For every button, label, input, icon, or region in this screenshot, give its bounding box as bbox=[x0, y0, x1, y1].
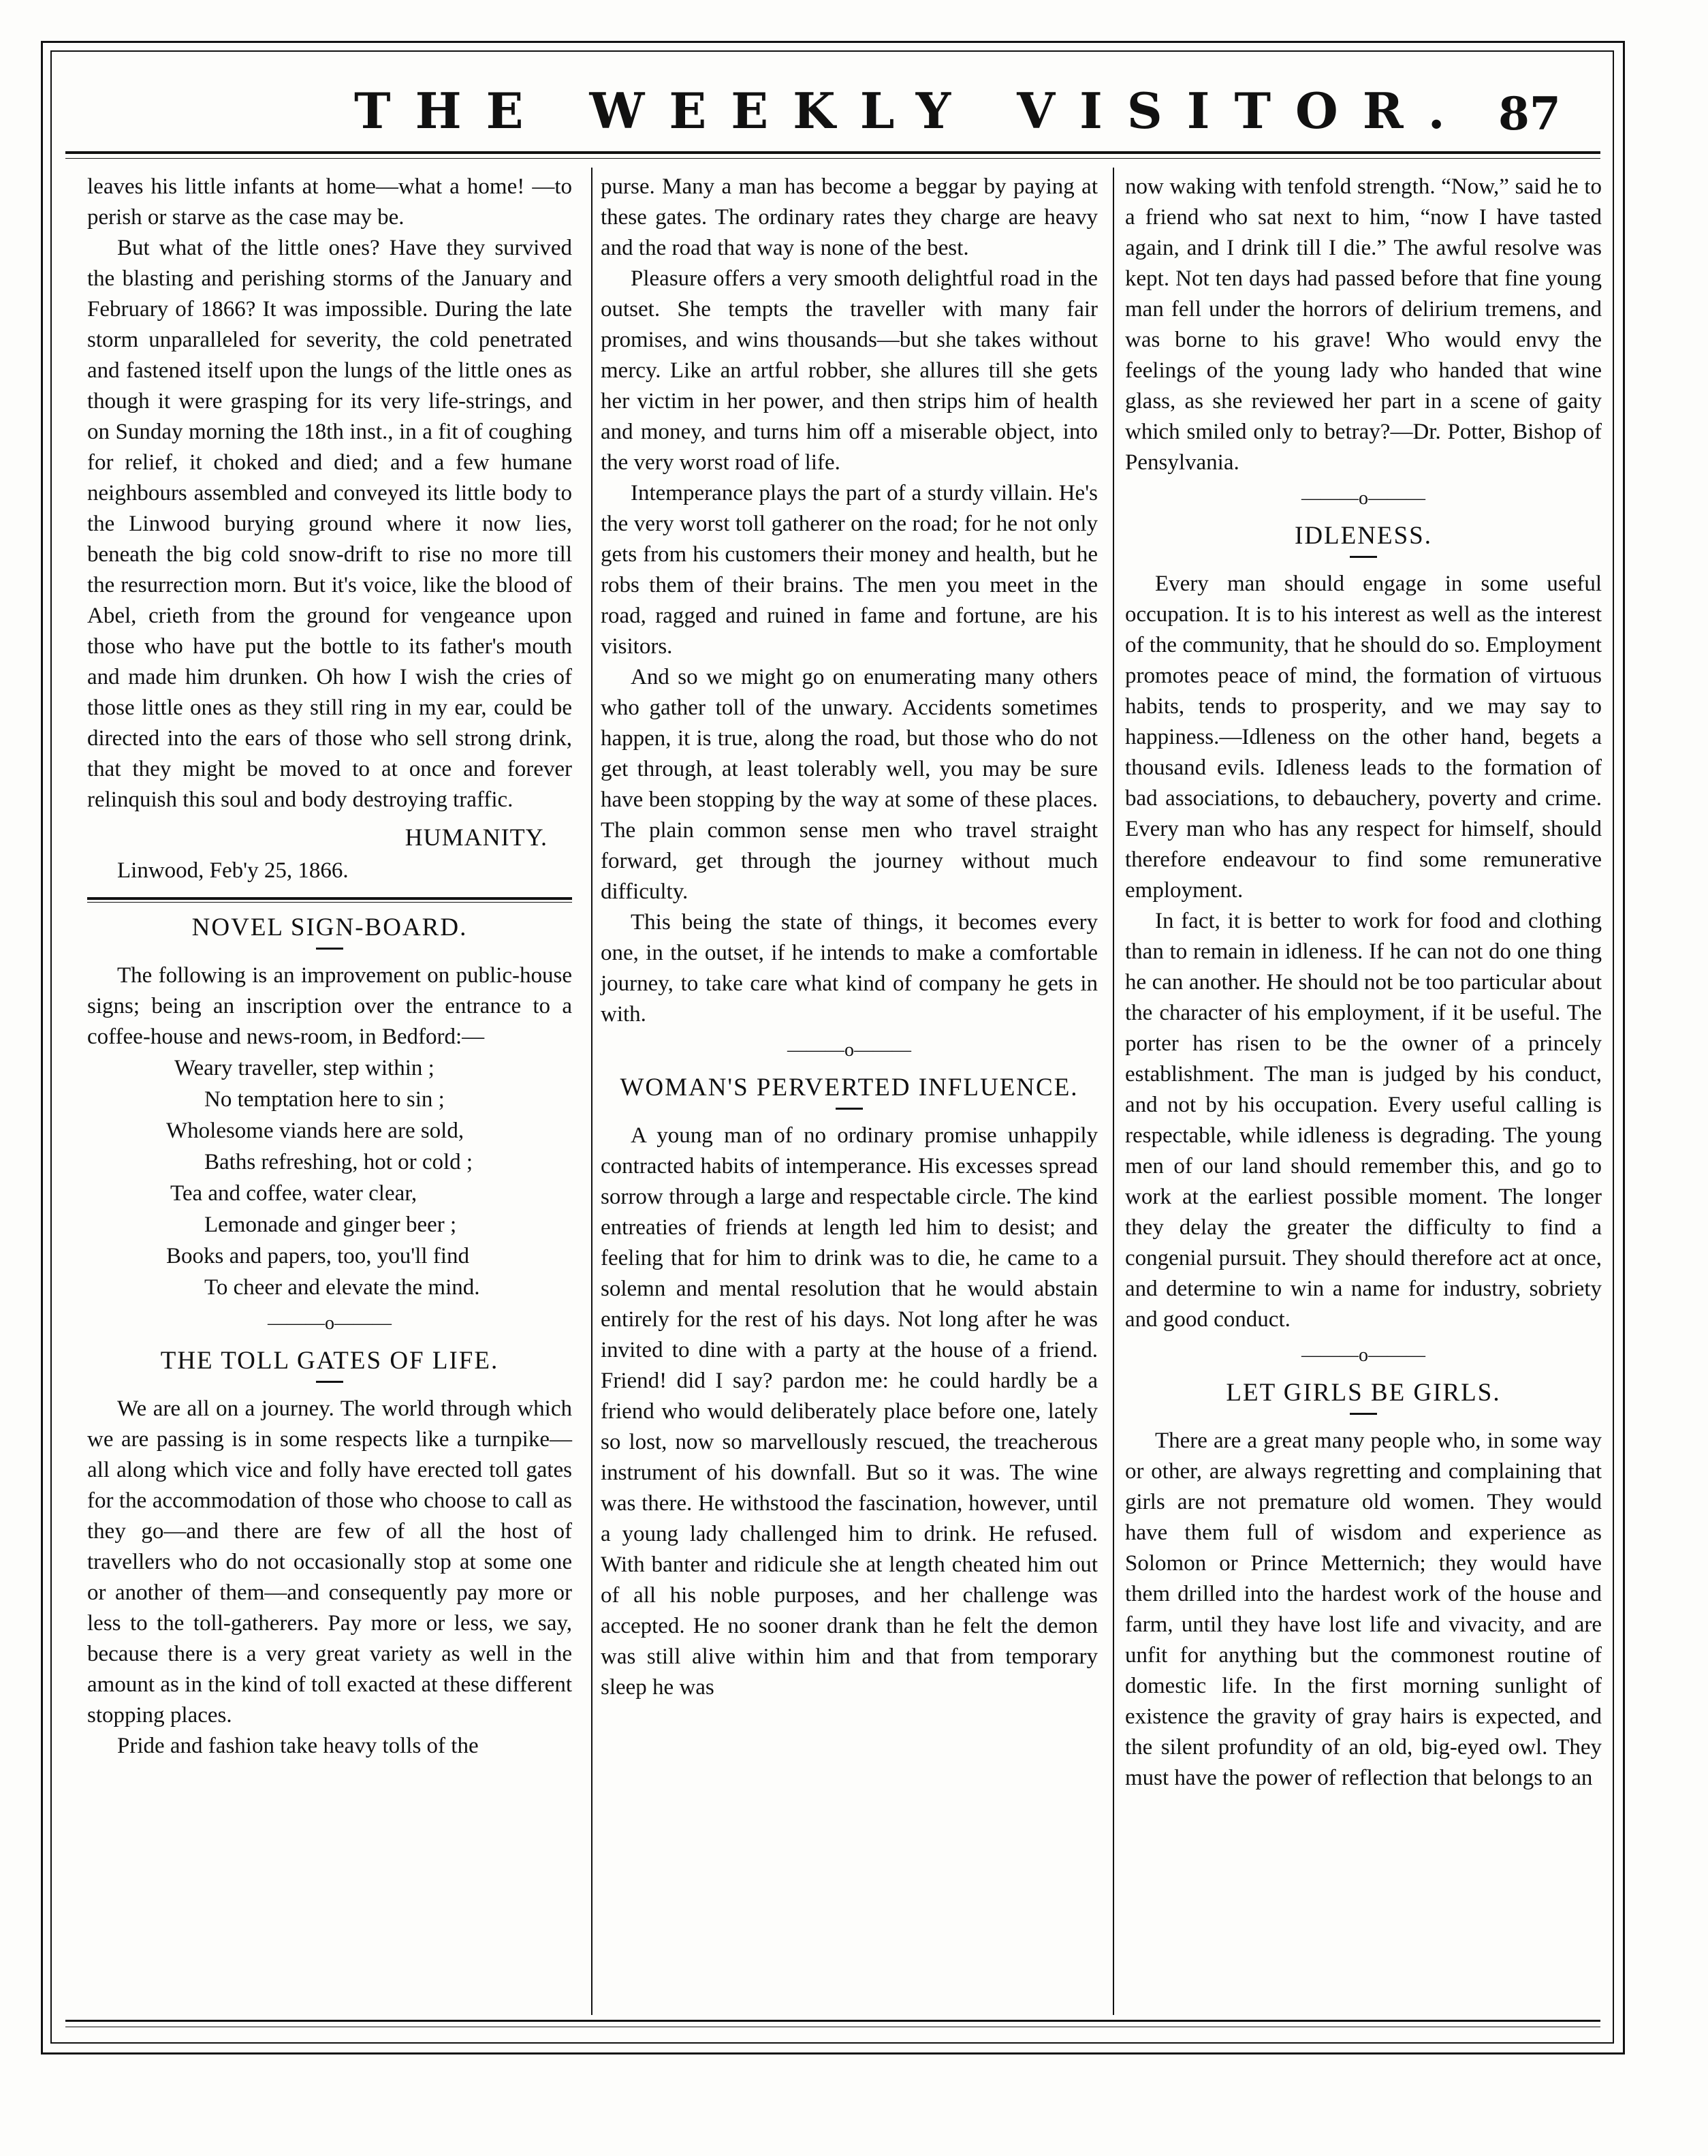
article-paragraph: Pleasure offers a very smooth delightful road in the outset. She tempts the traveller with many fair promises, and wins thousands—but she takes without mercy. Like an artful robber, she allures till she gets her victim in her power, and then strips him of health and money, and turns him off a miserable object, into the very worst road of life. bbox=[601, 266, 1098, 475]
poem-line: Baths refreshing, hot or cold ; bbox=[204, 1150, 473, 1174]
heading-dash bbox=[836, 1108, 863, 1110]
poem-line: Lemonade and ginger beer ; bbox=[204, 1213, 457, 1237]
article-paragraph: There are a great many people who, in some way or other, are always regretting and complaining that girls are not premature old women. They would have them full of wisdom and experience as Solomon or Prince Metternich; they would have them drilled into the hardest work of the house and farm, until they have lost life and vivacity, and are unfit for anything but the commonest routine of domestic life. In the first morning sunlight of existence the gravity of gray hairs is expected, and the silent profundity of an old, big-eyed owl. They must have the power of reflection that belongs to an bbox=[1125, 1428, 1602, 1790]
poem-line: To cheer and elevate the mind. bbox=[204, 1275, 480, 1300]
ornament-divider: ———o——— bbox=[1301, 1345, 1425, 1366]
article-heading: LET GIRLS BE GIRLS. bbox=[1226, 1379, 1501, 1407]
column-divider bbox=[1113, 168, 1114, 2015]
heading-dash bbox=[1350, 1413, 1377, 1415]
column-2 bbox=[601, 172, 1098, 1703]
article-continuation: leaves his little infants at home—what a home! —to perish or starve as the case may be. bbox=[87, 174, 572, 230]
article-paragraph: In fact, it is better to work for food and clothing than to remain in idleness. If he can not do one thing he can another. He should not be too particular about the character of his employment, if it be useful. The porter has risen to be the owner of a princely establishment. The man is judged by his conduct, and not by his occupation. Every useful calling is respectable, while idleness is degrading. The young men of our land should remember this, and go to work at the earliest possible moment. The longer they delay the greater the difficulty to find a congenial pursuit. They should therefore act at once, and determine to win a name for industry, sobriety and good conduct. bbox=[1125, 909, 1602, 1332]
poem-line: Tea and coffee, water clear, bbox=[170, 1181, 417, 1206]
heading-dash bbox=[316, 1381, 343, 1383]
article-paragraph: But what of the little ones? Have they survived the blasting and perishing storms of the January and February of 1866? It was impossible. During the late storm unparalleled for severity, the cold penetrated and fastened itself upon the lungs of the little ones as though it were grasping for its very life-strings, and on Sunday morning the 18th inst., in a fit of coughing for relief, it choked and died; and a few humane neighbours assembled and conveyed its little body to the Linwood burying ground where it now lies, beneath the big cold snow-drift to rise no more till the resurrection morn. But it's voice, like the blood of Abel, crieth from the ground for vengeance upon those who have put the bottle to its father's mouth and made him drunken. Oh how I wish the cries of those little ones as they still ring in my ear, could be directed into the ears of those who sell strong drink, that they might be moved to at once and forever relinquish this soul and body destroying traffic. bbox=[87, 236, 572, 812]
article-paragraph: And so we might go on enumerating many others who gather toll of the unwary. Accidents sometimes happen, it is true, along the road, but those who do not get through, at least tolerably well, you may be sure have been stopping by the way at some of these places. The plain common sense men who travel straight forward, get through the journey without much difficulty. bbox=[601, 665, 1098, 904]
column-3 bbox=[1125, 172, 1602, 1794]
article-signature: HUMANITY. bbox=[405, 824, 548, 851]
poem-line: Weary traveller, step within ; bbox=[174, 1056, 434, 1080]
article-paragraph: A young man of no ordinary promise unhappily contracted habits of intemperance. His excesses spread sorrow through a large and respectable circle. The kind entreaties of friends at length led him to desist; and feeling that for him to drink was to die, he came to a solemn and mental resolution that he would abstain entirely for the rest of his days. Not long after he was invited to dine with a party at the house of a friend. Friend! did I say? pardon me: he could hardly be a friend who would deliberately place before one, lately so lost, now so marvellously rescued, the treacherous instrument of his downfall. But so it was. The wine was there. He withstood the fascination, however, until a young lady challenged him to drink. He refused. With banter and ridicule she at length cheated him out of all his noble purposes, and her challenge was accepted. He no sooner drank than he felt the demon was still alive within him and that from temporary sleep he was bbox=[601, 1123, 1098, 1700]
masthead-rule bbox=[65, 151, 1600, 154]
article-paragraph: The following is an improvement on public-house signs; being an inscription over the entrance to a coffee-house and news-room, in Bedford:— bbox=[87, 963, 572, 1049]
article-heading: WOMAN'S PERVERTED INFLUENCE. bbox=[620, 1074, 1079, 1102]
column-divider bbox=[591, 168, 592, 2015]
heading-dash bbox=[316, 948, 343, 950]
ornament-divider: ———o——— bbox=[787, 1040, 911, 1061]
bottom-rule bbox=[65, 2020, 1600, 2022]
article-paragraph: Pride and fashion take heavy tolls of the bbox=[117, 1734, 479, 1758]
ornament-divider: ———o——— bbox=[268, 1313, 392, 1334]
article-heading: IDLENESS. bbox=[1295, 522, 1432, 550]
article-dateline: Linwood, Feb'y 25, 1866. bbox=[117, 858, 349, 883]
article-heading: THE TOLL GATES OF LIFE. bbox=[160, 1347, 499, 1375]
masthead-rule-thin bbox=[65, 158, 1600, 159]
section-divider bbox=[87, 897, 572, 900]
poem bbox=[87, 1052, 572, 1303]
ornament-divider: ———o——— bbox=[1301, 488, 1425, 509]
article-continuation: purse. Many a man has become a beggar by paying at these gates. The ordinary rates they charge are heavy and the road that way is none of the best. bbox=[601, 174, 1098, 260]
poem-line: Books and papers, too, you'll find bbox=[166, 1244, 469, 1268]
article-continuation: now waking with tenfold strength. “Now,” said he to a friend who sat next to him, “now I have tasted again, and I drink till I die.” The awful resolve was kept. Not ten days had passed before that fine young man fell under the horrors of delirium tremens, and was borne to his grave! Who would envy the feelings of the young lady who handed that wine glass, as she reviewed her part in a scene of gaity which smiled only to betray?—Dr. Potter, Bishop of Pensylvania. bbox=[1125, 174, 1602, 475]
article-paragraph: We are all on a journey. The world through which we are passing is in some respects like a turnpike—all along which vice and folly have erected toll gates for the accommodation of those who choose to call as they go—and there are few of all the host of travellers who do not occasionally stop at some one or another of them—and consequently pay more or less to the toll-gatherers. Pay more or less, we say, because there is a very great variety as well in the amount as in the kind of toll exacted at these different stopping places. bbox=[87, 1396, 572, 1728]
article-paragraph: Every man should engage in some useful occupation. It is to his interest as well as the interest of the community, that he should do so. Employment promotes peace of mind, the formation of virtuous habits, tends to prosperity, and we may say to happiness.—Idleness on the other hand, begets a thousand evils. Idleness leads to the formation of bad associations, to debauchery, poverty and crime. Every man who has any respect for himself, should therefore endeavour to find some remunerative employment. bbox=[1125, 572, 1602, 903]
heading-dash bbox=[1350, 556, 1377, 558]
masthead-title: THE WEEKLY VISITOR. bbox=[354, 82, 1470, 140]
poem-line: No temptation here to sin ; bbox=[204, 1087, 445, 1112]
poem-line: Wholesome viands here are sold, bbox=[166, 1119, 464, 1143]
page-number: 87 bbox=[1498, 87, 1561, 140]
column-1 bbox=[87, 172, 572, 1762]
article-heading: NOVEL SIGN-BOARD. bbox=[191, 913, 468, 941]
article-paragraph: Intemperance plays the part of a sturdy villain. He's the very worst toll gatherer on the road; for he not only gets from his customers their money and health, but he robs them of their brains. The men you meet in the road, ragged and ruined in fame and fortune, are his visitors. bbox=[601, 481, 1098, 659]
section-divider-thin bbox=[87, 902, 572, 903]
article-paragraph: This being the state of things, it becomes every one, in the outset, if he intends to make a comfortable journey, to take care what kind of company he gets in with. bbox=[601, 910, 1098, 1027]
